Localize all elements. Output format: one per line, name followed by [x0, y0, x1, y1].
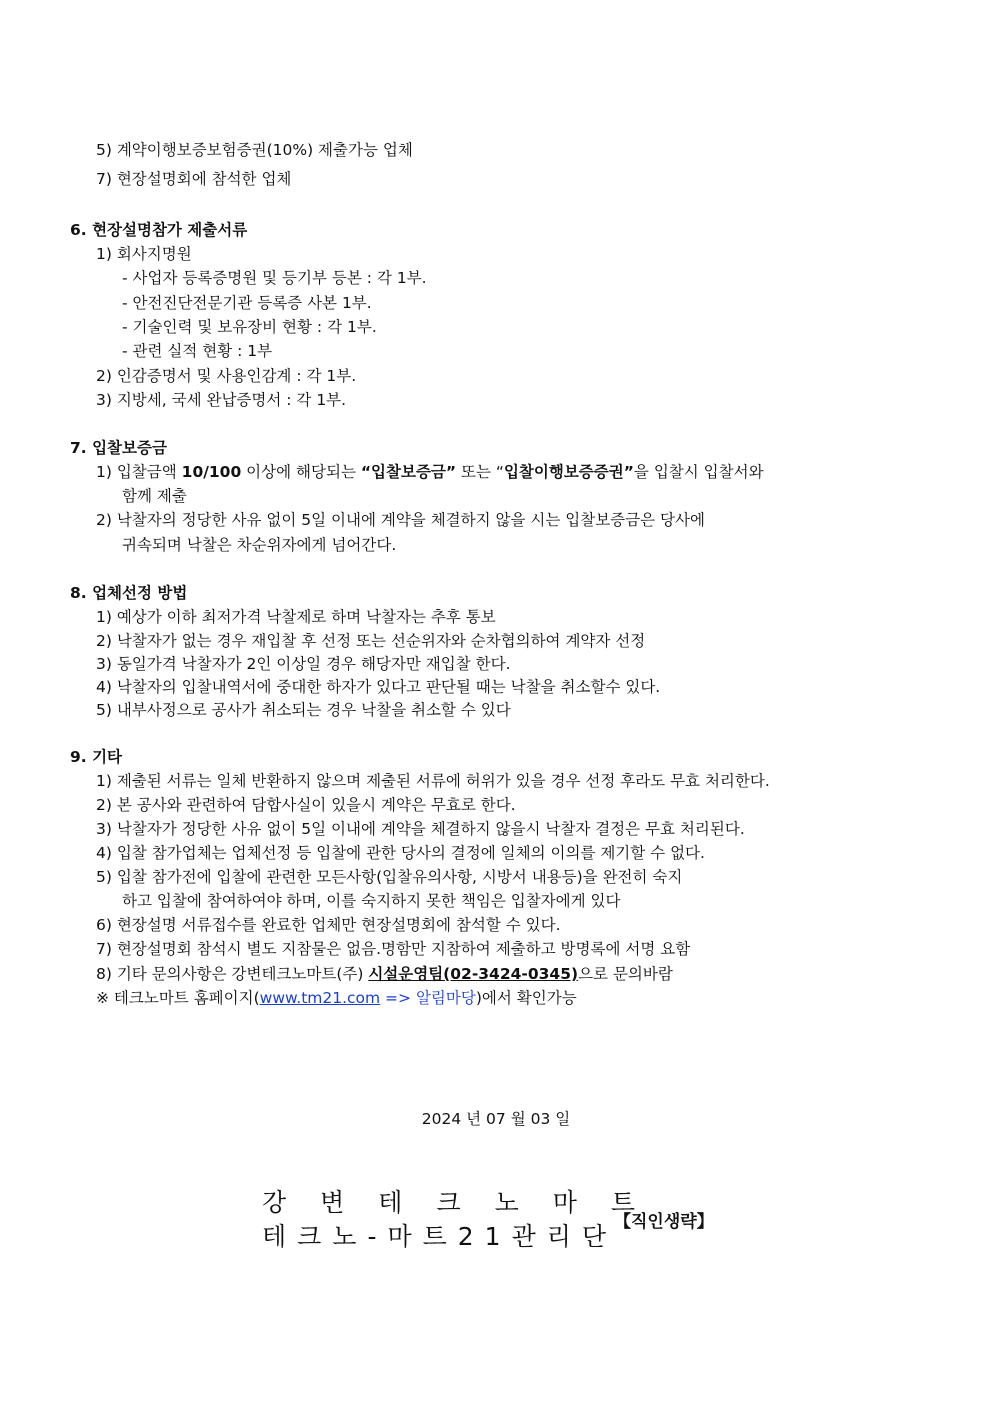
s7-item-1: 1) 입찰금액 10/100 이상에 해당되는 “입찰보증금” 또는 “입찰이행보증증권”을 입찰시 입찰서와: [96, 463, 764, 481]
s8-item-1: 1) 예상가 이하 최저가격 낙찰제로 하며 낙찰자는 추후 통보: [96, 608, 496, 626]
seal-omitted-label: 【직인생략】: [614, 1212, 714, 1232]
s8-item-2: 2) 낙찰자가 없는 경우 재입찰 후 선정 또는 선순위자와 순차협의하여 계약자 선정: [96, 632, 646, 650]
s6-item-1b: - 안전진단전문기관 등록증 사본 1부.: [122, 294, 372, 312]
section-6-heading: 6. 현장설명참가 제출서류: [70, 221, 248, 239]
s8-item-4: 4) 낙찰자의 입찰내역서에 중대한 하자가 있다고 판단될 때는 낙찰을 취소할수 있다.: [96, 678, 661, 696]
s9-item-5-cont: 하고 입찰에 참여하여야 하며, 이를 숙지하지 못한 책임은 입찰자에게 있다: [122, 892, 621, 910]
section-9-heading: 9. 기타: [70, 748, 123, 766]
item-7: 7) 현장설명회에 참석한 업체: [96, 170, 292, 188]
contact-team-phone: 시설운영팀(02-3424-0345): [368, 965, 579, 983]
s6-item-3: 3) 지방세, 국세 완납증명서 : 각 1부.: [96, 391, 347, 409]
org-name-line1: 강변테크노마트: [262, 1188, 670, 1217]
s7-item-2: 2) 낙찰자의 정당한 사유 없이 5일 이내에 계약을 체결하지 않을 시는 입찰보증금은 당사에: [96, 511, 705, 529]
s9-item-4: 4) 입찰 참가업체는 업체선정 등 입찰에 관한 당사의 결정에 일체의 이의를 제기할 수 없다.: [96, 844, 705, 862]
homepage-link[interactable]: www.tm21.com: [259, 989, 381, 1007]
s6-item-2: 2) 인감증명서 및 사용인감계 : 각 1부.: [96, 367, 357, 385]
s9-item-6: 6) 현장설명 서류접수를 완료한 업체만 현장설명회에 참석할 수 있다.: [96, 916, 561, 934]
s9-item-1: 1) 제출된 서류는 일체 반환하지 않으며 제출된 서류에 허위가 있을 경우 선정 후라도 무효 처리한다.: [96, 772, 770, 790]
s7-item-2-cont: 귀속되며 낙찰은 차순위자에게 넘어간다.: [122, 536, 397, 554]
s6-item-1a: - 사업자 등록증명원 및 등기부 등본 : 각 1부.: [122, 269, 427, 287]
item-5: 5) 계약이행보증보험증권(10%) 제출가능 업체: [96, 141, 413, 159]
s8-item-3: 3) 동일가격 낙찰자가 2인 이상일 경우 해당자만 재입찰 한다.: [96, 655, 511, 673]
document-date: 2024 년 07 월 03 일: [421, 1110, 571, 1128]
s6-item-1d: - 관련 실적 현황 : 1부: [122, 342, 273, 360]
s9-item-5: 5) 입찰 참가전에 입찰에 관련한 모든사항(입찰유의사항, 시방서 내용등)을 완전히 숙지: [96, 868, 683, 886]
org-name-line2: 테크노-마트21관리단: [262, 1222, 618, 1251]
s9-item-3: 3) 낙찰자가 정당한 사유 없이 5일 이내에 계약을 체결하지 않을시 낙찰자 결정은 무효 처리된다.: [96, 820, 745, 838]
section-8-heading: 8. 업체선정 방법: [70, 584, 188, 602]
s6-item-1c: - 기술인력 및 보유장비 현황 : 각 1부.: [122, 318, 377, 336]
s7-item-1-cont: 함께 제출: [122, 487, 187, 505]
s9-item-8: 8) 기타 문의사항은 강변테크노마트(주) 시설운영팀(02-3424-0345)으로 문의바람: [96, 965, 673, 983]
s8-item-5: 5) 내부사정으로 공사가 취소되는 경우 낙찰을 취소할 수 있다: [96, 701, 511, 719]
notice-board-link: => 알림마당: [380, 989, 476, 1007]
note-line: ※ 테크노마트 홈페이지(www.tm21.com => 알림마당)에서 확인가능: [96, 989, 577, 1007]
section-7-heading: 7. 입찰보증금: [70, 439, 167, 457]
s6-item-1: 1) 회사지명원: [96, 245, 192, 263]
s9-item-2: 2) 본 공사와 관련하여 담합사실이 있을시 계약은 무효로 한다.: [96, 796, 516, 814]
s9-item-7: 7) 현장설명회 참석시 별도 지참물은 없음.명함만 지참하여 제출하고 방명록에 서명 요함: [96, 940, 691, 958]
